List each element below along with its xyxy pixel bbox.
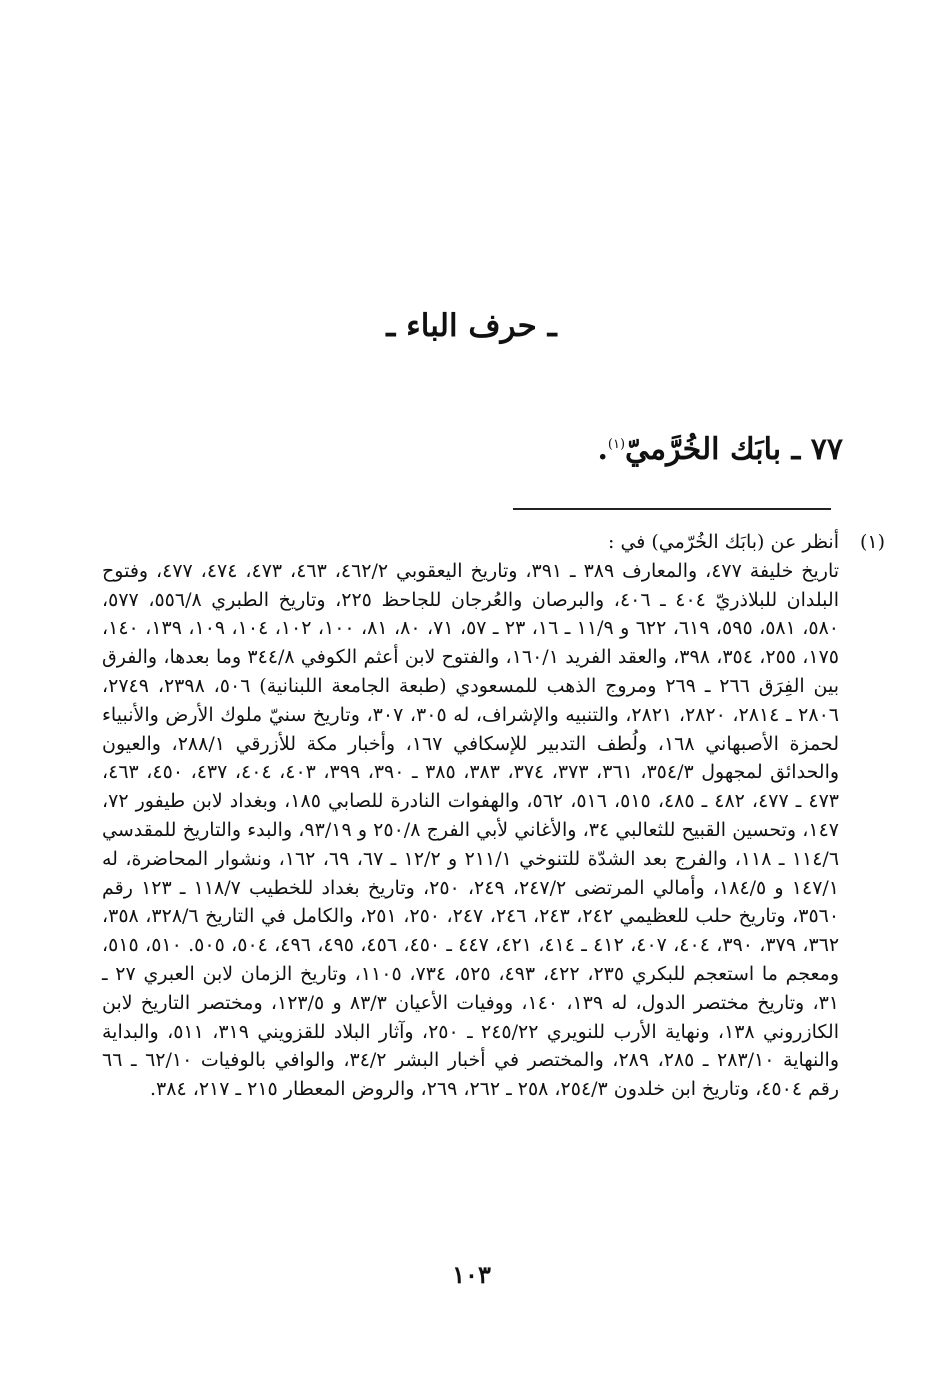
- entry-heading-text: ٧٧ ـ بابَك الخُرَّميّ: [625, 432, 843, 467]
- footnote-body: تاريخ خليفة ٤٧٧، والمعارف ٣٨٩ ـ ٣٩١، وتاريخ اليعقوبي ٤٦٢/٢، ٤٦٣، ٤٧٣، ٤٧٤، ٤٧٧، وفتوح البلدان للبلاذريّ ٤٠٤ ـ ٤٠٦، والبرصان والعُرجان للجاحظ ٢٢٥، وتاريخ الطبري ٥٥٦/٨، ٥٧٧، ٥٨٠، ٥٨١، ٥٩٥، ٦١٩، ٦٢٢ و ١١/٩ ـ ١٦، ٢٣ ـ ٥٧، ٧١، ٨٠، ٨١، ١٠٠، ١٠٢، ١٠٤، ١٠٩، ١٣٩، ١٤٠، ١٧٥، ٢٥٥، ٣٥٤، ٣٩٨، والعقد الفريد ١٦٠/١، والفتوح لابن أعثم الكوفي ٣٤٤/٨ وما بعدها، والفرق بين الفِرَق ٢٦٦ ـ ٢٦٩ ومروج الذهب للمسعودي (طبعة الجامعة اللبنانية) ٥٠٦، ٢٣٩٨، ٢٧٤٩، ٢٨٠٦ ـ ٢٨١٤، ٢٨٢٠، ٢٨٢١، والتنبيه والإشراف، له ٣٠٥، ٣٠٧، وتاريخ سنيّ ملوك الأرض والأنبياء لحمزة الأصبهاني ١٦٨، ولُطف التدبير للإسكافي ١٦٧، وأخبار مكة للأزرقي ٢٨٨/١، والعيون والحدائق لمجهول ٣٥٤/٣، ٣٦١، ٣٧٣، ٣٧٤، ٣٨٣، ٣٨٥ ـ ٣٩٠، ٣٩٩، ٤٠٣، ٤٠٤، ٤٣٧، ٤٥٠، ٤٦٣، ٤٧٣ ـ ٤٧٧، ٤٨٢ ـ ٤٨٥، ٥١٥، ٥١٦، ٥٦٢، والهفوات النادرة للصابي ١٨٥، وبغداد لابن طيفور ٧٢، ١٤٧، وتحسين القبيح للثعالبي ٣٤، والأغاني لأبي الفرج ٢٥٠/٨ و ٩٣/١٩، والبدء والتاريخ للمقدسي ١١٤/٦ ـ ١١٨، والفرج بعد الشدّة للتنوخي ٢١١/١ و ١٢/٢ ـ ٦٧، ٦٩، ١٦٢، ونشوار المحاضرة، له ١٤٧/١ و ١٨٤/٥، وأمالي المرتضى ٢٤٧/٢، ٢٤٩، ٢٥٠، وتاريخ بغداد للخطيب ١١٨/٧ ـ ١٢٣ رقم ٣٥٦٠، وتاريخ حلب للعظيمي ٢٤٢، ٢٤٣، ٢٤٦، ٢٤٧، ٢٥٠، ٢٥١، والكامل في التاريخ ٣٢٨/٦، ٣٥٨، ٣٦٢، ٣٧٩، ٣٩٠، ٤٠٤، ٤٠٧، ٤١٢ ـ ٤١٤، ٤٢١، ٤٤٧ ـ ٤٥٠، ٤٥٦، ٤٩٥، ٤٩٦، ٥٠٤، ٥٠٥. ٥١٠، ٥١٥، ومعجم ما استعجم للبكري ٢٣٥، ٤٢٢، ٤٩٣، ٥٢٥، ٧٣٤، ١١٠٥، وتاريخ الزمان لابن العبري ٢٧ ـ ٣١، وتاريخ مختصر الدول، له ١٣٩، ١٤٠، ووفيات الأعيان ٨٣/٣ و ١٢٣/٥، ومختصر التاريخ لابن الكازروني ١٣٨، ونهاية الأرب للنويري ٢٤٥/٢٢ ـ ٢٥٠، وآثار البلاد للقزويني ٣١٩، ٥١١، والبداية والنهاية ٢٨٣/١٠ ـ ٢٨٥، ٢٨٩، والمختصر في أخبار البشر ٣٤/٢، والوافي بالوفيات ٦٢/١٠ ـ ٦٦ رقم ٤٥٠٤، وتاريخ ابن خلدون ٢٥٤/٣، ٢٥٨ ـ ٢٦٢، ٢٦٩، والروض المعطار ٢١٥ ـ ٢١٧، ٣٨٤.: [102, 559, 840, 1101]
- footnote-separator: [513, 508, 831, 510]
- page-number: ١٠٣: [452, 1260, 491, 1289]
- footnote-marker: (١): [859, 531, 885, 553]
- entry-heading-end: .: [597, 432, 608, 467]
- chapter-title: ـ حرف الباء ـ: [386, 308, 557, 344]
- entry-heading: [597, 432, 843, 467]
- footnote: [102, 528, 885, 1104]
- footnote-reference[interactable]: (١): [607, 437, 626, 452]
- footnote-lead: أنظر عن (بابَك الخُرّمي) في :: [608, 531, 839, 553]
